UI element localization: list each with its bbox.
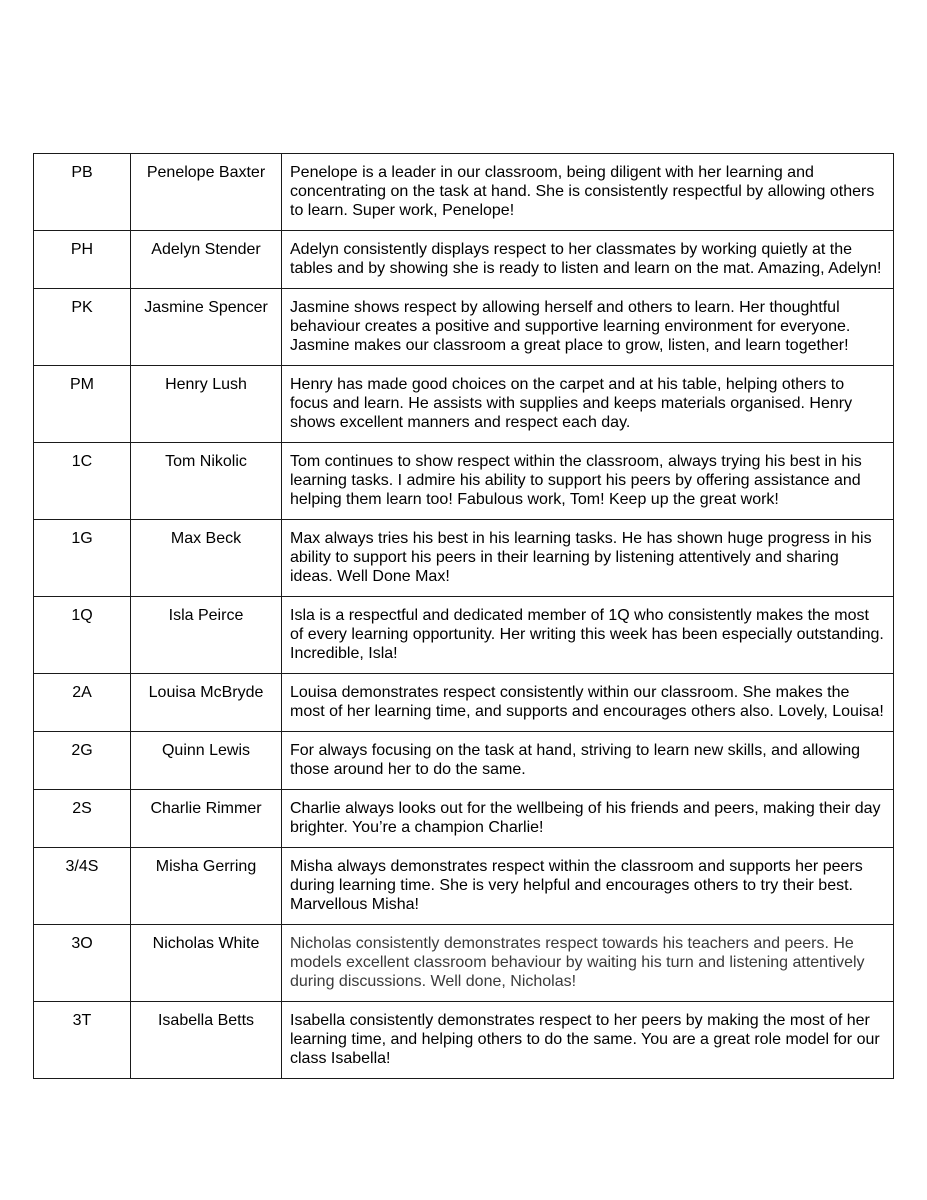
student-name-cell: Adelyn Stender [131, 231, 282, 289]
student-name-cell: Misha Gerring [131, 848, 282, 925]
student-name-cell: Isabella Betts [131, 1002, 282, 1079]
class-cell: 3/4S [34, 848, 131, 925]
awards-table-body [34, 154, 894, 1079]
class-cell: 2A [34, 674, 131, 732]
class-cell: 3O [34, 925, 131, 1002]
table-row [34, 790, 894, 848]
student-name-cell: Louisa McBryde [131, 674, 282, 732]
student-name-cell: Penelope Baxter [131, 154, 282, 231]
citation-cell: For always focusing on the task at hand, striving to learn new skills, and allowing those around her to do the same. [282, 732, 894, 790]
class-cell: 2G [34, 732, 131, 790]
class-cell: 3T [34, 1002, 131, 1079]
citation-cell: Adelyn consistently displays respect to her classmates by working quietly at the tables and by showing she is ready to listen and learn on the mat. Amazing, Adelyn! [282, 231, 894, 289]
student-name-cell: Isla Peirce [131, 597, 282, 674]
table-row [34, 520, 894, 597]
table-row [34, 848, 894, 925]
table-row [34, 674, 894, 732]
student-name-cell: Quinn Lewis [131, 732, 282, 790]
student-name-cell: Tom Nikolic [131, 443, 282, 520]
citation-cell: Louisa demonstrates respect consistently within our classroom. She makes the most of her learning time, and supports and encourages others also. Lovely, Louisa! [282, 674, 894, 732]
class-cell: PK [34, 289, 131, 366]
citation-cell: Max always tries his best in his learning tasks. He has shown huge progress in his ability to support his peers in their learning by listening attentively and sharing ideas. Well Done Max! [282, 520, 894, 597]
table-row [34, 443, 894, 520]
citation-cell: Tom continues to show respect within the classroom, always trying his best in his learning tasks. I admire his ability to support his peers by offering assistance and helping them learn too! Fabulous work, Tom! Keep up the great work! [282, 443, 894, 520]
table-row [34, 597, 894, 674]
citation-cell: Misha always demonstrates respect within the classroom and supports her peers during learning time. She is very helpful and encourages others to try their best. Marvellous Misha! [282, 848, 894, 925]
class-cell: PB [34, 154, 131, 231]
citation-cell: Penelope is a leader in our classroom, being diligent with her learning and concentrating on the task at hand. She is consistently respectful by allowing others to learn. Super work, Penelope! [282, 154, 894, 231]
table-row [34, 154, 894, 231]
student-name-cell: Charlie Rimmer [131, 790, 282, 848]
class-cell: 1C [34, 443, 131, 520]
class-cell: 1G [34, 520, 131, 597]
student-name-cell: Max Beck [131, 520, 282, 597]
class-cell: 2S [34, 790, 131, 848]
citation-cell: Charlie always looks out for the wellbeing of his friends and peers, making their day brighter. You’re a champion Charlie! [282, 790, 894, 848]
class-cell: 1Q [34, 597, 131, 674]
awards-table [33, 153, 894, 1079]
student-name-cell: Nicholas White [131, 925, 282, 1002]
citation-cell: Jasmine shows respect by allowing herself and others to learn. Her thoughtful behaviour creates a positive and supportive learning environment for everyone. Jasmine makes our classroom a great place to grow, listen, and learn together! [282, 289, 894, 366]
table-row [34, 289, 894, 366]
table-row [34, 1002, 894, 1079]
citation-cell: Henry has made good choices on the carpet and at his table, helping others to focus and learn. He assists with supplies and keeps materials organised. Henry shows excellent manners and respect each day. [282, 366, 894, 443]
citation-cell: Nicholas consistently demonstrates respect towards his teachers and peers. He models excellent classroom behaviour by waiting his turn and listening attentively during discussions. Well done, Nicholas! [282, 925, 894, 1002]
citation-cell: Isla is a respectful and dedicated member of 1Q who consistently makes the most of every learning opportunity. Her writing this week has been especially outstanding. Incredible, Isla! [282, 597, 894, 674]
table-row [34, 732, 894, 790]
table-row [34, 231, 894, 289]
class-cell: PM [34, 366, 131, 443]
student-name-cell: Jasmine Spencer [131, 289, 282, 366]
citation-cell: Isabella consistently demonstrates respect to her peers by making the most of her learning time, and helping others to do the same. You are a great role model for our class Isabella! [282, 1002, 894, 1079]
student-name-cell: Henry Lush [131, 366, 282, 443]
class-cell: PH [34, 231, 131, 289]
document-page [33, 153, 894, 1079]
table-row [34, 366, 894, 443]
table-row [34, 925, 894, 1002]
